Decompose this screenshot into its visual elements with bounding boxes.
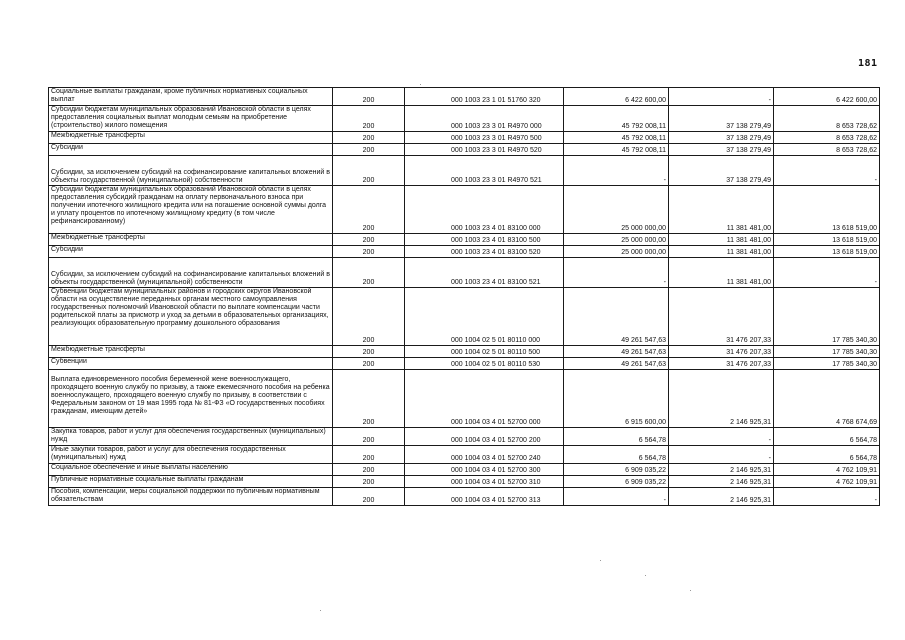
row-code: 200 xyxy=(333,358,405,370)
row-unexecuted: 8 653 728,62 xyxy=(774,132,880,144)
row-kbk: 000 1003 23 4 01 83100 520 xyxy=(405,246,564,258)
row-kbk: 000 1003 23 3 01 R4970 500 xyxy=(405,132,564,144)
table-row xyxy=(49,106,880,132)
table-row xyxy=(49,88,880,106)
row-code: 200 xyxy=(333,106,405,132)
row-executed: 11 381 481,00 xyxy=(669,186,774,234)
row-unexecuted: 4 768 674,69 xyxy=(774,370,880,428)
row-code: 200 xyxy=(333,370,405,428)
table-row xyxy=(49,258,880,288)
row-kbk: 000 1003 23 1 01 51760 320 xyxy=(405,88,564,106)
row-approved: 6 564,78 xyxy=(564,428,669,446)
row-code: 200 xyxy=(333,246,405,258)
row-code: 200 xyxy=(333,132,405,144)
row-executed: 37 138 279,49 xyxy=(669,132,774,144)
row-name: Субсидии, за исключением субсидий на софинансирование капитальных вложений в объекты государственной (муниципальной) собственности xyxy=(49,258,333,288)
row-executed: 2 146 925,31 xyxy=(669,488,774,506)
row-executed: 37 138 279,49 xyxy=(669,144,774,156)
row-approved: 49 261 547,63 xyxy=(564,346,669,358)
row-name: Выплата единовременного пособия беременной жене военнослужащего, проходящего военную службу по призыву, а также ежемесячного пособия на ребенка военнослужащего, проходящего военную службу по призыву, в соответствии с Федеральным законом от 19 мая 1995 года № 81-ФЗ «О государственных пособиях гражданам, имеющим детей» xyxy=(49,370,333,428)
scan-speck xyxy=(600,560,601,561)
row-name: Пособия, компенсации, меры социальной поддержки по публичным нормативным обязательствам xyxy=(49,488,333,506)
table-row xyxy=(49,246,880,258)
row-executed: - xyxy=(669,446,774,464)
row-name: Социальные выплаты гражданам, кроме публичных нормативных социальных выплат xyxy=(49,88,333,106)
row-kbk: 000 1004 03 4 01 52700 313 xyxy=(405,488,564,506)
row-approved: 25 000 000,00 xyxy=(564,246,669,258)
row-unexecuted: - xyxy=(774,156,880,186)
table-row xyxy=(49,288,880,346)
table-row xyxy=(49,464,880,476)
scan-speck xyxy=(690,590,691,591)
row-executed: 2 146 925,31 xyxy=(669,370,774,428)
row-unexecuted: 6 422 600,00 xyxy=(774,88,880,106)
table-row xyxy=(49,370,880,428)
row-unexecuted: 13 618 519,00 xyxy=(774,234,880,246)
row-code: 200 xyxy=(333,234,405,246)
row-name: Публичные нормативные социальные выплаты гражданам xyxy=(49,476,333,488)
row-name: Субсидии, за исключением субсидий на софинансирование капитальных вложений в объекты государственной (муниципальной) собственности xyxy=(49,156,333,186)
table-row xyxy=(49,446,880,464)
table-row xyxy=(49,346,880,358)
row-unexecuted: 4 762 109,91 xyxy=(774,476,880,488)
row-unexecuted: 17 785 340,30 xyxy=(774,288,880,346)
row-unexecuted: 6 564,78 xyxy=(774,428,880,446)
row-unexecuted: 8 653 728,62 xyxy=(774,106,880,132)
table-row xyxy=(49,358,880,370)
row-executed: 11 381 481,00 xyxy=(669,258,774,288)
row-code: 200 xyxy=(333,464,405,476)
row-approved: 6 564,78 xyxy=(564,446,669,464)
row-name: Межбюджетные трансферты xyxy=(49,346,333,358)
row-name: Иные закупки товаров, работ и услуг для обеспечения государственных (муниципальных) нужд xyxy=(49,446,333,464)
row-kbk: 000 1003 23 3 01 R4970 000 xyxy=(405,106,564,132)
table-row xyxy=(49,144,880,156)
row-kbk: 000 1004 03 4 01 52700 310 xyxy=(405,476,564,488)
row-approved: 45 792 008,11 xyxy=(564,144,669,156)
row-approved: 6 422 600,00 xyxy=(564,88,669,106)
row-executed: 37 138 279,49 xyxy=(669,106,774,132)
row-executed: 31 476 207,33 xyxy=(669,346,774,358)
row-name: Субсидии бюджетам муниципальных образований Ивановской области в целях предоставления социальных выплат молодым семьям на приобретение (строительство) жилого помещения xyxy=(49,106,333,132)
row-approved: - xyxy=(564,488,669,506)
row-unexecuted: 13 618 519,00 xyxy=(774,246,880,258)
row-code: 200 xyxy=(333,476,405,488)
row-code: 200 xyxy=(333,488,405,506)
row-kbk: 000 1004 03 4 01 52700 300 xyxy=(405,464,564,476)
row-name: Субвенции бюджетам муниципальных районов и городских округов Ивановской области на осуществление переданных органам местного самоуправления государственных полномочий Ивановской области по выплате компенсации части родительской платы за присмотр и уход за детьми в образовательных организациях, реализующих образовательную программу дошкольного образования xyxy=(49,288,333,346)
row-approved: 6 915 600,00 xyxy=(564,370,669,428)
row-approved: 6 909 035,22 xyxy=(564,476,669,488)
scan-speck xyxy=(320,610,321,611)
row-name: Межбюджетные трансферты xyxy=(49,132,333,144)
row-unexecuted: 17 785 340,30 xyxy=(774,346,880,358)
row-kbk: 000 1003 23 3 01 R4970 521 xyxy=(405,156,564,186)
row-code: 200 xyxy=(333,428,405,446)
row-kbk: 000 1004 02 5 01 80110 530 xyxy=(405,358,564,370)
row-kbk: 000 1004 03 4 01 52700 200 xyxy=(405,428,564,446)
row-executed: 31 476 207,33 xyxy=(669,358,774,370)
row-name: Социальное обеспечение и иные выплаты населению xyxy=(49,464,333,476)
table-row xyxy=(49,488,880,506)
row-approved: 49 261 547,63 xyxy=(564,288,669,346)
row-executed: 31 476 207,33 xyxy=(669,288,774,346)
row-kbk: 000 1003 23 4 01 83100 500 xyxy=(405,234,564,246)
row-unexecuted: 4 762 109,91 xyxy=(774,464,880,476)
row-code: 200 xyxy=(333,88,405,106)
row-kbk: 000 1003 23 4 01 83100 000 xyxy=(405,186,564,234)
row-unexecuted: - xyxy=(774,258,880,288)
row-code: 200 xyxy=(333,156,405,186)
row-executed: 37 138 279,49 xyxy=(669,156,774,186)
budget-execution-table xyxy=(48,87,880,506)
row-approved: 25 000 000,00 xyxy=(564,234,669,246)
row-executed: 11 381 481,00 xyxy=(669,246,774,258)
row-unexecuted: 13 618 519,00 xyxy=(774,186,880,234)
row-kbk: 000 1003 23 3 01 R4970 520 xyxy=(405,144,564,156)
row-approved: 6 909 035,22 xyxy=(564,464,669,476)
table-row xyxy=(49,428,880,446)
row-name: Закупка товаров, работ и услуг для обеспечения государственных (муниципальных) нужд xyxy=(49,428,333,446)
row-code: 200 xyxy=(333,346,405,358)
row-code: 200 xyxy=(333,446,405,464)
scan-speck xyxy=(420,84,421,85)
row-kbk: 000 1004 03 4 01 52700 000 xyxy=(405,370,564,428)
row-name: Субсидии xyxy=(49,246,333,258)
row-executed: - xyxy=(669,428,774,446)
row-approved: - xyxy=(564,258,669,288)
row-unexecuted: 17 785 340,30 xyxy=(774,358,880,370)
row-code: 200 xyxy=(333,288,405,346)
row-code: 200 xyxy=(333,258,405,288)
row-approved: 25 000 000,00 xyxy=(564,186,669,234)
table-row xyxy=(49,132,880,144)
row-name: Межбюджетные трансферты xyxy=(49,234,333,246)
row-kbk: 000 1003 23 4 01 83100 521 xyxy=(405,258,564,288)
table-row xyxy=(49,234,880,246)
row-executed: - xyxy=(669,88,774,106)
table-row xyxy=(49,156,880,186)
row-kbk: 000 1004 02 5 01 80110 500 xyxy=(405,346,564,358)
page-number: 181 xyxy=(858,58,878,69)
row-unexecuted: - xyxy=(774,488,880,506)
scan-speck xyxy=(645,575,646,576)
table-row xyxy=(49,186,880,234)
row-code: 200 xyxy=(333,186,405,234)
row-unexecuted: 8 653 728,62 xyxy=(774,144,880,156)
row-code: 200 xyxy=(333,144,405,156)
row-executed: 2 146 925,31 xyxy=(669,464,774,476)
row-executed: 2 146 925,31 xyxy=(669,476,774,488)
table-row xyxy=(49,476,880,488)
row-kbk: 000 1004 03 4 01 52700 240 xyxy=(405,446,564,464)
row-approved: 45 792 008,11 xyxy=(564,106,669,132)
row-name: Субвенции xyxy=(49,358,333,370)
row-name: Субсидии xyxy=(49,144,333,156)
row-kbk: 000 1004 02 5 01 80110 000 xyxy=(405,288,564,346)
row-approved: 49 261 547,63 xyxy=(564,358,669,370)
row-approved: 45 792 008,11 xyxy=(564,132,669,144)
row-unexecuted: 6 564,78 xyxy=(774,446,880,464)
row-executed: 11 381 481,00 xyxy=(669,234,774,246)
row-approved: - xyxy=(564,156,669,186)
row-name: Субсидии бюджетам муниципальных образований Ивановской области в целях предоставления субсидий гражданам на оплату первоначального взноса при получении ипотечного жилищного кредита или на погашение основной суммы долга и уплату процентов по ипотечному жилищному кредиту (в том числе рефинансированному) xyxy=(49,186,333,234)
